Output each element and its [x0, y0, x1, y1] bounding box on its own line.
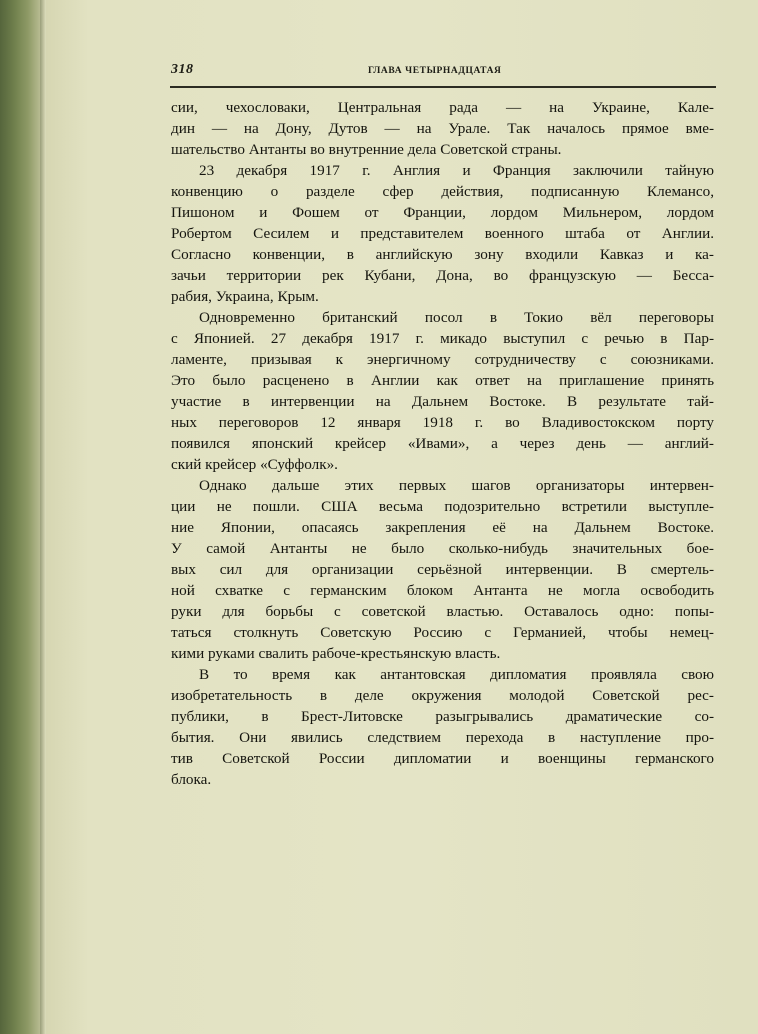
running-head: ГЛАВА ЧЕТЫРНАДЦАТАЯ [368, 66, 502, 76]
text-line: шательство Антанты во внутренние дела Советской страны. [171, 141, 562, 158]
text-line: ции не пошли. США весьма подозрительно встретили выступле- [171, 498, 714, 515]
text-line: В то время как антантовская дипломатия проявляла свою [199, 666, 714, 683]
text-line: ных переговоров 12 января 1918 г. во Владивостокском порту [171, 414, 714, 431]
text-line: с Японией. 27 декабря 1917 г. микадо выступил с речью в Пар- [171, 330, 714, 347]
text-line: дин — на Дону, Дутов — на Урале. Так началось прямое вме- [171, 120, 714, 137]
text-line: участие в интервенции на Дальнем Востоке. В результате тай- [171, 393, 714, 410]
text-line: Робертом Сесилем и представителем военного штаба от Англии. [171, 225, 714, 242]
text-line: изобретательность в деле окружения молодой Советской рес- [171, 687, 714, 704]
text-line: У самой Антанты не было сколько-нибудь значительных бое- [171, 540, 714, 557]
text-line: кими руками свалить рабоче-крестьянскую власть. [171, 645, 501, 662]
text-line: блока. [171, 771, 212, 788]
text-line: руки для борьбы с советской властью. Оставалось одно: попы- [171, 603, 714, 620]
text-line: ние Японии, опасаясь закрепления её на Дальнем Востоке. [171, 519, 714, 536]
text-line: ной схватке с германским блоком Антанта не могла освободить [171, 582, 714, 599]
text-line: Это было расценено в Англии как ответ на приглашение принять [171, 372, 714, 389]
text-line: зачьи территории рек Кубани, Дона, во французскую — Бесса- [171, 267, 714, 284]
text-line: таться столкнуть Советскую Россию с Германией, чтобы немец- [171, 624, 714, 641]
text-line: рабия, Украина, Крым. [171, 288, 319, 305]
text-line: вых сил для организации серьёзной интервенции. В смертель- [171, 561, 714, 578]
text-line: Однако дальше этих первых шагов организаторы интервен- [199, 477, 714, 494]
text-line: тив Советской России дипломатии и военщины германского [171, 750, 714, 767]
text-line: ламенте, призывая к энергичному сотрудничеству с союзниками. [171, 351, 714, 368]
text-line: конвенцию о разделе сфер действия, подписанную Клемансо, [171, 183, 714, 200]
text-line: бытия. Они явились следствием перехода в наступление про- [171, 729, 714, 746]
page-number: 318 [171, 62, 194, 77]
text-line: появился японский крейсер «Ивами», а через день — англий- [171, 435, 714, 452]
text-line: 23 декабря 1917 г. Англия и Франция заключили тайную [199, 162, 714, 179]
text-line: ский крейсер «Суффолк». [171, 456, 338, 473]
text-line: публики, в Брест-Литовске разыгрывались драматические со- [171, 708, 714, 725]
text-line: Одновременно британский посол в Токио вёл переговоры [199, 309, 714, 326]
book-binding [0, 0, 40, 1034]
body-text [171, 97, 714, 790]
header-rule [170, 86, 716, 88]
text-line: Согласно конвенции, в английскую зону входили Кавказ и ка- [171, 246, 714, 263]
text-line: сии, чехословаки, Центральная рада — на Украине, Кале- [171, 99, 714, 116]
text-line: Пишоном и Фошем от Франции, лордом Мильнером, лордом [171, 204, 714, 221]
